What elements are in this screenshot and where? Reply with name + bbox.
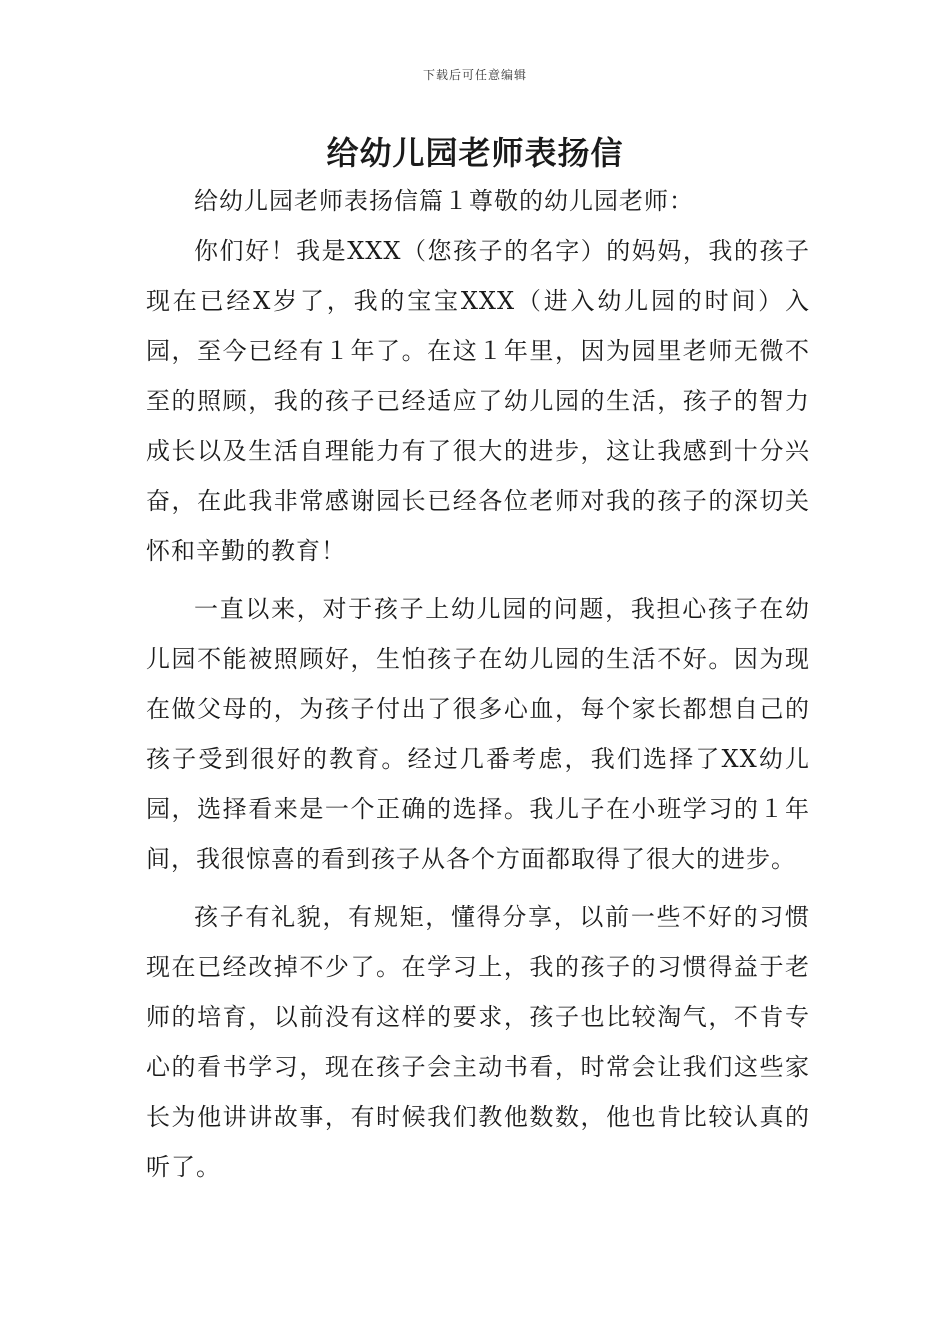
page-title: 给幼儿园老师表扬信 [326, 134, 624, 172]
paragraph-3: 孩子有礼貌，有规矩，懂得分享，以前一些不好的习惯现在已经改掉不少了。在学习上，我的孩子的习惯得益于老师的培育，以前没有这样的要求，孩子也比较淘气，不肯专心的看书学习，现在孩子会主动书看，时常会让我们这些家长为他讲讲故事，有时候我们教他数数，他也肯比较认真的听了。 [146, 903, 810, 1181]
paragraph-salutation: 给幼儿园老师表扬信篇１尊敬的幼儿园老师： [194, 187, 694, 215]
letter-body [146, 176, 810, 1192]
paragraph-2: 一直以来，对于孩子上幼儿园的问题，我担心孩子在幼儿园不能被照顾好，生怕孩子在幼儿园的生活不好。因为现在做父母的，为孩子付出了很多心血，每个家长都想自己的孩子受到很好的教育。经过几番考虑，我们选择了XX幼儿园，选择看来是一个正确的选择。我儿子在小班学习的１年间，我很惊喜的看到孩子从各个方面都取得了很大的进步。 [146, 595, 810, 873]
paragraph-1: 你们好！我是XXX（您孩子的名字）的妈妈，我的孩子现在已经X岁了，我的宝宝XXX（进入幼儿园的时间）入园，至今已经有１年了。在这１年里，因为园里老师无微不至的照顾，我的孩子已经适应了幼儿园的生活，孩子的智力成长以及生活自理能力有了很大的进步，这让我感到十分兴奋，在此我非常感谢园长已经各位老师对我的孩子的深切关怀和辛勤的教育！ [146, 237, 810, 565]
header-note: 下载后可任意编辑 [422, 68, 527, 82]
